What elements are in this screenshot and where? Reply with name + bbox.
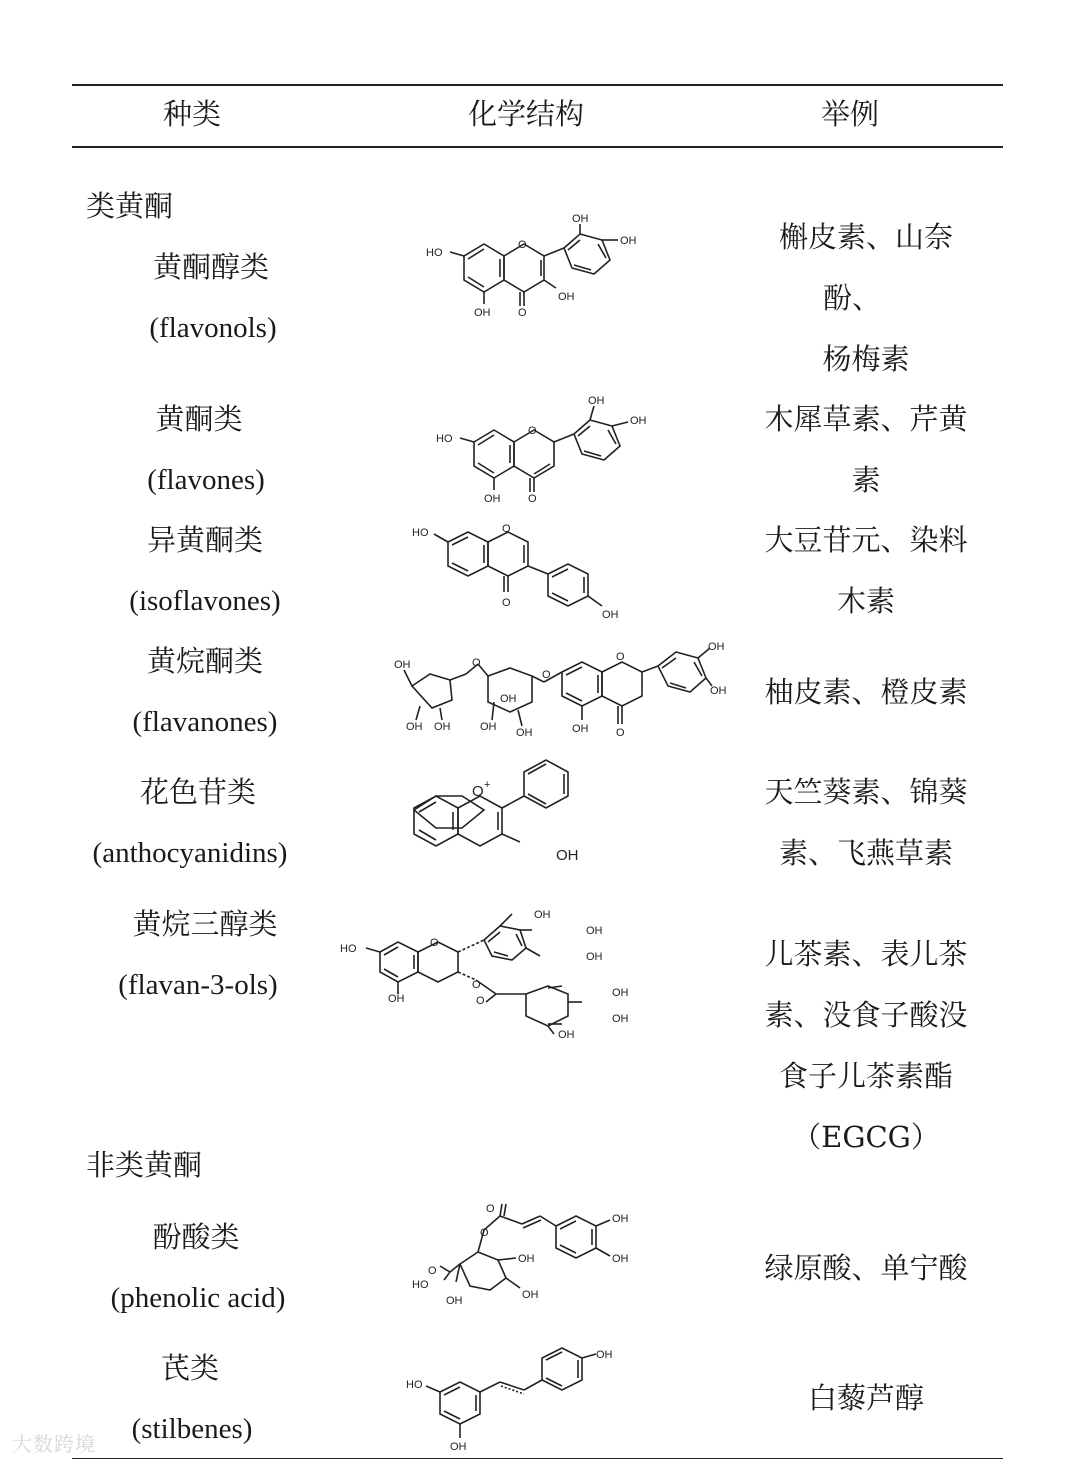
structure-isoflavone [410, 520, 640, 622]
row-type-en: (anthocyanidins) [92, 837, 288, 869]
label-oh: OH [572, 213, 589, 225]
label-o: O [616, 651, 625, 663]
group-title-non-flavonoids: 非类黄酮 [86, 1148, 203, 1182]
label-o: O [476, 995, 485, 1007]
label-oh: OH [500, 693, 517, 705]
row-example-line: 素 [851, 463, 881, 497]
label-oh: OH [588, 395, 605, 407]
row-type-en: (flavonols) [149, 312, 277, 344]
structure-phenolic-acid [410, 1200, 640, 1310]
row-type-zh: 黄酮醇类 [152, 250, 270, 284]
label-oh: OH [630, 415, 647, 427]
row-example-line: 食子儿茶素酯 [778, 1059, 954, 1093]
label-oh: OH [480, 721, 497, 733]
label-o: O [472, 979, 481, 991]
label-oh: OH [556, 847, 579, 864]
row-example-line: 木犀草素、芹黄 [764, 402, 968, 436]
row-type-zh: 黄烷三醇类 [132, 907, 278, 941]
row-example-line: 柚皮素、橙皮素 [764, 675, 968, 709]
label-oh: OH [586, 925, 603, 937]
label-oh: OH [710, 685, 727, 697]
row-type-zh: 黄酮类 [155, 402, 243, 436]
label-oh: OH [612, 1213, 629, 1225]
row-type-en: (flavones) [147, 464, 265, 496]
label-oh: OH [596, 1349, 613, 1361]
label-o: O [518, 239, 527, 251]
label-oh: OH [612, 987, 629, 999]
label-o-plus: O [472, 783, 484, 800]
label-oh: OH [534, 909, 551, 921]
label-ho: HO [426, 247, 443, 259]
table-top-rule [72, 84, 1003, 86]
group-title-flavonoids: 类黄酮 [86, 189, 174, 223]
label-oh: OH [406, 721, 423, 733]
row-example-line: 酚、 [822, 281, 882, 315]
label-oh: OH [450, 1441, 467, 1453]
row-example-line: （EGCG） [792, 1120, 940, 1154]
row-type-zh: 芪类 [160, 1351, 220, 1385]
label-o: O [528, 425, 537, 437]
label-oh: OH [586, 951, 603, 963]
row-type-zh: 花色苷类 [139, 775, 257, 809]
label-o: O [616, 727, 625, 739]
label-o: O [428, 1265, 437, 1277]
row-type-zh: 酚酸类 [152, 1220, 240, 1254]
row-example-line: 木素 [836, 584, 896, 618]
structure-stilbene [404, 1346, 634, 1456]
label-o: O [542, 669, 551, 681]
label-oh: OH [602, 609, 619, 621]
label-o: O [502, 523, 511, 535]
row-type-zh: 黄烷酮类 [146, 644, 264, 678]
row-type-en: (stilbenes) [131, 1413, 253, 1445]
label-o: O [518, 307, 527, 319]
row-example-line: 儿茶素、表儿茶 [764, 937, 968, 971]
label-oh: OH [434, 721, 451, 733]
header-examples: 举例 [820, 97, 880, 131]
row-example-line: 素、没食子酸没 [764, 998, 968, 1032]
label-ho: HO [436, 433, 453, 445]
label-o: O [430, 937, 439, 949]
structure-anthocyanidin [406, 758, 646, 868]
label-oh: OH [708, 641, 725, 653]
label-oh: OH [474, 307, 491, 319]
row-type-en: (flavan-3-ols) [118, 969, 278, 1001]
row-type-en: (flavanones) [132, 706, 278, 738]
header-type: 种类 [162, 97, 222, 131]
label-o: O [502, 597, 511, 609]
row-example-line: 素、飞燕草素 [778, 836, 954, 870]
label-oh: OH [522, 1289, 539, 1301]
watermark-text: 大数跨境 [12, 1432, 96, 1456]
label-oh: OH [518, 1253, 535, 1265]
label-o: O [486, 1203, 495, 1215]
label-ho: HO [406, 1379, 423, 1391]
label-o: O [472, 657, 481, 669]
label-oh: OH [484, 493, 501, 505]
label-oh: OH [446, 1295, 463, 1307]
label-oh: OH [612, 1013, 629, 1025]
row-type-zh: 异黄酮类 [146, 523, 264, 557]
watermark [12, 1428, 96, 1457]
structure-flavanone [392, 636, 732, 751]
row-example-line: 大豆苷元、染料 [764, 523, 968, 557]
table-bottom-rule [72, 1458, 1003, 1459]
label-oh: OH [394, 659, 411, 671]
structure-flavone [430, 392, 660, 507]
label-oh: OH [516, 727, 533, 739]
label-oh: OH [572, 723, 589, 735]
label-plus: + [484, 779, 491, 791]
row-example-line: 天竺葵素、锦葵 [764, 775, 968, 809]
label-ho: HO [340, 943, 357, 955]
label-o: O [528, 493, 537, 505]
row-example-line: 白藜芦醇 [807, 1381, 925, 1415]
label-oh: OH [620, 235, 637, 247]
row-example-line: 杨梅素 [822, 342, 910, 376]
header-structure: 化学结构 [467, 97, 585, 131]
row-example-line: 槲皮素、山奈 [778, 220, 954, 254]
label-oh: OH [558, 291, 575, 303]
row-type-en: (isoflavones) [129, 585, 281, 617]
label-ho: HO [412, 527, 429, 539]
label-hooc: HO [412, 1279, 429, 1291]
label-oh: OH [558, 1029, 575, 1041]
label-o: O [480, 1227, 489, 1239]
label-oh: OH [612, 1253, 629, 1265]
label-oh: OH [388, 993, 405, 1005]
row-type-en: (phenolic acid) [110, 1282, 286, 1314]
row-example-line: 绿原酸、单宁酸 [764, 1251, 968, 1285]
table-header-rule [72, 146, 1003, 148]
structure-flavan-3-ol [336, 906, 646, 1041]
structure-flavonol [420, 212, 650, 322]
